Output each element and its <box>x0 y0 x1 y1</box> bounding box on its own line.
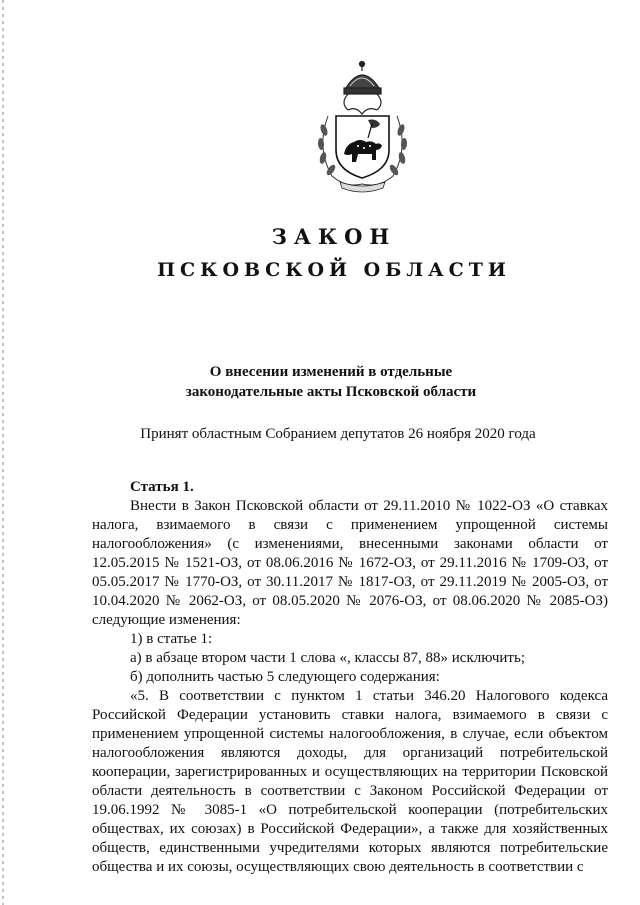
list-item: б) дополнить частью 5 следующего содержания: <box>130 669 440 685</box>
article-heading: Статья 1. <box>130 479 194 495</box>
subject-line-2: законодательные акты Псковской области <box>185 384 477 400</box>
list-item: а) в абзаце втором части 1 слова «, классы 87, 88» исключить; <box>130 650 525 666</box>
subject-line-1: О внесении изменений в отдельные <box>209 364 453 380</box>
document-title: ЗАКОН <box>271 224 397 249</box>
list-item: 1) в статье 1: <box>130 631 213 647</box>
adoption-note: Принят областным Собранием депутатов 26 ноября 2020 года <box>140 426 536 442</box>
scan-edge <box>2 0 4 905</box>
quoted-text: «5. В соответствии с пунктом 1 статьи 346.20 Налогового кодекса Российской Федерации установить ставки налога, взимаемого в связи с применением упрощенной системы налогообложения, в случае, если объектом налогообложения являются доходы, для организаций потребительской кооперации, зарегистрированных и осуществляющих на территории Псковской области деятельность в соответствии с Законом Российской Федерации от 19.06.1992 № 3085-1 «О потребительской кооперации (потребительских обществах, их союзах) в Российской Федерации», а также для хозяйственных обществ, единственными учредителями которых являются потребительские общества и их союзы, осуществляющих свою деятельность в соответствии с <box>92 688 608 875</box>
article-paragraph: Внести в Закон Псковской области от 29.11.2010 № 1022-ОЗ «О ставках налога, взимаемого в связи с применением упрощенной системы налогообложения» (с изменениями, внесенными законами области от 12.05.2015 № 1521-ОЗ, от 08.06.2016 № 1672-ОЗ, от 29.11.2016 № 1709-ОЗ, от 05.05.2017 № 1770-ОЗ, от 30.11.2017 № 1817-ОЗ, от 29.11.2019 № 2005-ОЗ, от 10.04.2020 № 2062-ОЗ, от 08.05.2020 № 2076-ОЗ, от 08.06.2020 № 2085-ОЗ) следующие изменения: <box>92 498 608 628</box>
law-subject <box>0 362 640 402</box>
document-region: ПСКОВСКОЙ ОБЛАСТИ <box>157 259 511 281</box>
article-body <box>92 478 608 877</box>
coat-of-arms-icon <box>310 58 415 198</box>
